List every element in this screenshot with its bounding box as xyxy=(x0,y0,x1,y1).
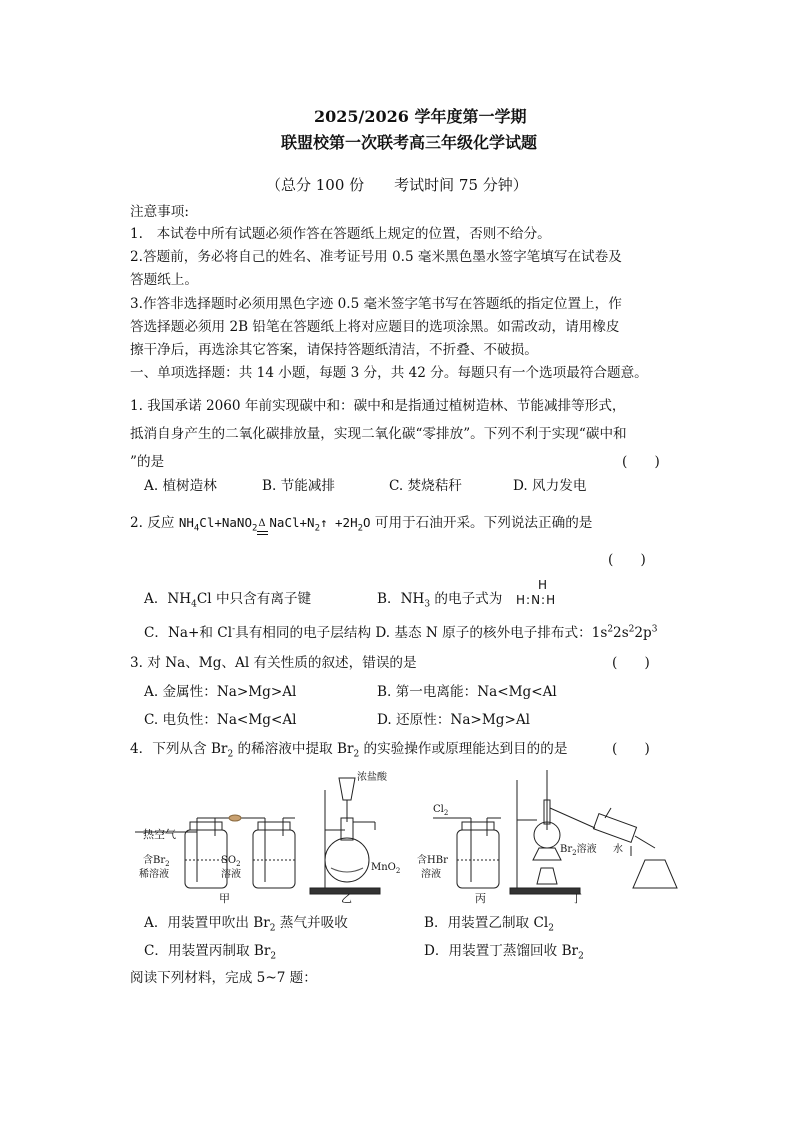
q1-option-d: D. 风力发电 xyxy=(513,478,587,494)
q4-option-d: D．用装置丁蒸馏回收 $Br_2$ xyxy=(424,943,584,962)
label-br2-solution: 含$Br_2$ xyxy=(143,855,170,868)
q2-answer-paren: ( ) xyxy=(608,552,646,568)
q2-option-a: A．$NH_4Cl$ 中只含有离子键 xyxy=(144,591,312,610)
page-title: 联盟校第一次联考高三年级化学试题 xyxy=(281,133,538,152)
q1-line2: 抵消自身产生的二氧化碳排放量，实现二氧化碳“零排放”。下列不利于实现“碳中和 xyxy=(130,426,627,442)
q1-answer-paren: ( ) xyxy=(622,454,660,470)
label-jia: 甲 xyxy=(219,892,230,905)
label-br2-solution-ding: $Br_2$溶液 xyxy=(560,844,597,857)
q3-answer-paren: ( ) xyxy=(612,655,650,671)
label-yi: 乙 xyxy=(341,892,352,905)
label-so2: $SO_2$ xyxy=(221,855,241,868)
apparatus-bing xyxy=(417,804,501,905)
q1-line3: ”的是 xyxy=(130,454,165,470)
q3-stem: 3. 对 Na、Mg、Al 有关性质的叙述，错误的是 xyxy=(130,655,417,671)
q1-option-c: C. 焚烧秸秆 xyxy=(389,478,462,494)
heat-delta: Δ xyxy=(258,518,266,529)
svg-text:稀溶液: 稀溶液 xyxy=(139,869,169,880)
electron-dot-formula: H:N:H xyxy=(516,593,557,607)
q1-line1: 1. 我国承诺 2060 年前实现碳中和：碳中和是指通过植树造林、节能减排等形式， xyxy=(130,398,626,414)
apparatus-figure xyxy=(135,760,695,910)
electron-dot-h-top: H xyxy=(538,578,548,592)
note-1: 1. 本试卷中所有试题必须作答在答题纸上规定的位置，否则不给分。 xyxy=(130,226,551,242)
note-2b: 答题纸上。 xyxy=(130,272,198,288)
apparatus-yi xyxy=(310,770,400,905)
reading-instruction: 阅读下列材料，完成 5~7 题： xyxy=(130,970,317,986)
note-3a: 3.作答非选择题时必须用黑色字迹 0.5 毫米签字笔书写在答题纸的指定位置上，作 xyxy=(130,296,622,312)
label-ding: 丁 xyxy=(571,892,582,905)
q4-stem: 4．下列从含 $Br_2$ 的稀溶液中提取 $Br_2$ 的实验操作或原理能达到目的的是 xyxy=(130,741,568,760)
q1-option-b: B. 节能减排 xyxy=(262,478,336,494)
label-water: 水 xyxy=(613,844,623,855)
exam-term: 2025/2026 学年度第一学期 xyxy=(314,107,527,126)
label-conc-hcl: 浓盐酸 xyxy=(357,772,387,783)
label-hbr: 含HBr xyxy=(417,855,448,866)
notes-heading: 注意事项: xyxy=(130,204,189,220)
label-hot-air: 热空气 xyxy=(143,828,176,841)
svg-text:溶液: 溶液 xyxy=(221,869,241,880)
q1-option-a: A. 植树造林 xyxy=(144,478,217,494)
q2-stem: 2. 反应 $NH_4Cl+NaNO_2$ Δ $NaCl+N_2↑ +2H_2O$ 可用于石油开采。下列说法正确的是 xyxy=(130,515,593,534)
label-bing: 丙 xyxy=(475,892,486,905)
q4-answer-paren: ( ) xyxy=(612,741,650,757)
note-2a: 2.答题前，务必将自己的姓名、准考证号用 0.5 毫米黑色墨水签字笔填写在试卷及 xyxy=(130,249,622,265)
label-cl2: $Cl_2$ xyxy=(433,804,449,817)
q3-option-d: D. 还原性：Na>Mg>Al xyxy=(377,712,530,728)
svg-text:溶液: 溶液 xyxy=(421,869,441,880)
q2-option-b: B．$NH_3$ 的电子式为 xyxy=(377,591,503,610)
q2-option-c-d: C．Na+和 Cl-具有相同的电子层结构 D. 基态 N 原子的核外电子排布式：$1s^22s^22p^3$ xyxy=(144,624,658,641)
note-3c: 擦干净后，再选涂其它答案，请保持答题纸清洁，不折叠、不破损。 xyxy=(130,342,538,358)
apparatus-jia xyxy=(135,815,295,905)
q3-option-c: C. 电负性：Na<Mg<Al xyxy=(144,712,297,728)
note-3b: 答选择题必须用 2B 铅笔在答题纸上将对应题目的选项涂黑。如需改动，请用橡皮 xyxy=(130,319,620,335)
q4-option-b: B．用装置乙制取 $Cl_2$ xyxy=(424,915,554,934)
q4-option-a: A．用装置甲吹出 $Br_2$ 蒸气并吸收 xyxy=(144,915,348,934)
q3-option-a: A. 金属性：Na>Mg>Al xyxy=(144,684,297,700)
score-info: （总分 100 份 考试时间 75 分钟） xyxy=(266,176,528,194)
section-heading: 一、单项选择题：共 14 小题，每题 3 分，共 42 分。每题只有一个选项最符合题意。 xyxy=(130,365,648,381)
q3-option-b: B. 第一电离能：Na<Mg<Al xyxy=(377,684,557,700)
apparatus-ding xyxy=(510,770,677,905)
label-mno2: MnO$_2$ xyxy=(371,862,401,875)
q4-option-c: C．用装置丙制取 $Br_2$ xyxy=(144,943,277,962)
